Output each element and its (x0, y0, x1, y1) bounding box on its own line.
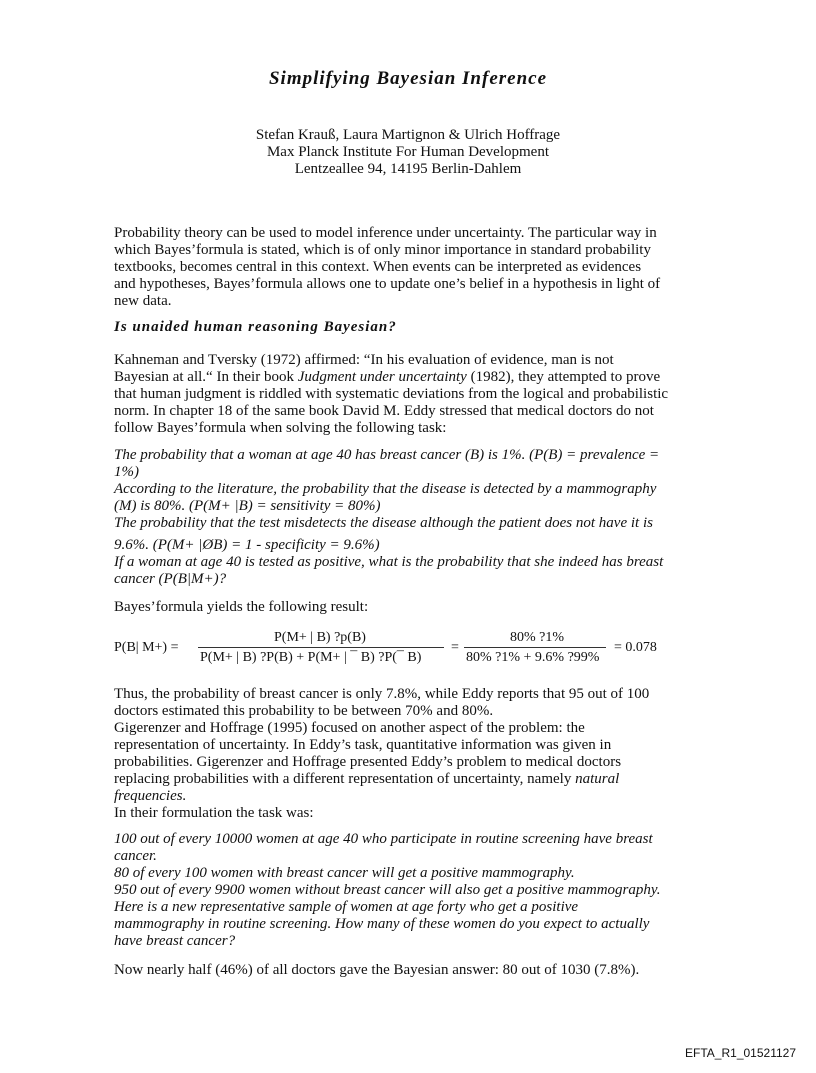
thus-line: probabilities. Gigerenzer and Hoffrage presented Eddy’s problem to medical doctors (114, 754, 622, 770)
task2-line: cancer. (114, 848, 157, 864)
intro-line: textbooks, becomes central in this context. When events can be interpreted as evidences (114, 259, 642, 275)
intro-line: which Bayes’formula is stated, which is of only minor importance in standard probability (114, 242, 651, 258)
thus-line: Thus, the probability of breast cancer is only 7.8%, while Eddy reports that 95 out of 100 (114, 686, 650, 702)
thus-line: representation of uncertainty. In Eddy’s task, quantitative information was given in (114, 737, 612, 753)
author-address: Lentzeallee 94, 14195 Berlin-Dahlem (294, 161, 522, 177)
task2-line: Here is a new representative sample of women at age forty who get a positive (114, 899, 579, 915)
bayes-formula (114, 630, 714, 670)
formula-numerator-2: 80% ?1% (510, 630, 565, 645)
intro-line: Probability theory can be used to model inference under uncertainty. The particular way in (114, 225, 657, 241)
eddy-task (114, 447, 704, 588)
task-line: (M) is 80%. (P(M+ |B) = sensitivity = 80%) (114, 498, 381, 514)
task-line: The probability that a woman at age 40 has breast cancer (B) is 1%. (P(B) = prevalence = (114, 447, 660, 463)
fraction-bar-1 (198, 647, 444, 648)
kahneman-line: follow Bayes’formula when solving the following task: (114, 420, 447, 436)
thus-line: doctors estimated this probability to be between 70% and 80%. (114, 703, 494, 719)
task-line: The probability that the test misdetects the disease although the patient does not have it is (114, 515, 653, 531)
task-line: If a woman at age 40 is tested as positive, what is the probability that she indeed has breast (114, 554, 664, 570)
task2-line: 80 of every 100 women with breast cancer will get a positive mammography. (114, 865, 575, 881)
formula-lhs: P(B| M+) = (114, 640, 179, 655)
intro-line: and hypotheses, Bayes’formula allows one to update one’s belief in a hypothesis in light of (114, 276, 661, 292)
formula-denominator-1: P(M+ | B) ?P(B) + P(M+ | ¯ B) ?P(¯ B) (200, 650, 422, 665)
conclusion-paragraph (114, 962, 704, 979)
thus-paragraph (114, 686, 704, 822)
kahneman-line: Kahneman and Tversky (1972) affirmed: “In his evaluation of evidence, man is not (114, 352, 614, 368)
bayes-intro (114, 599, 704, 616)
author-block (0, 127, 816, 178)
thus-line (114, 771, 704, 788)
author-institute: Max Planck Institute For Human Development (266, 144, 550, 160)
natural-text: replacing probabilities with a different representation of uncertainty, namely (114, 771, 576, 787)
kahneman-paragraph (114, 352, 704, 437)
task2-line: 100 out of every 10000 women at age 40 who participate in routine screening have breast (114, 831, 653, 847)
kahneman-text: (1982), they attempted to prove (466, 369, 661, 385)
book-title: Judgment under uncertainty (297, 369, 467, 385)
intro-paragraph (114, 225, 704, 310)
formula-result: = 0.078 (614, 640, 657, 655)
natural-frequency-task (114, 831, 704, 950)
task-line: 1%) (114, 464, 139, 480)
task-line: cancer (P(B|M+)? (114, 571, 227, 587)
task-line: 9.6%. (P(M+ |ØB) = 1 - specificity = 9.6%) (114, 537, 380, 553)
intro-line: new data. (114, 293, 172, 309)
document-id-footer: EFTA_R1_01521127 (685, 1046, 796, 1060)
kahneman-line (114, 369, 704, 386)
kahneman-text: Bayesian at all.“ In their book (114, 369, 298, 385)
fraction-bar-2 (464, 647, 606, 648)
natural-term: natural (575, 771, 620, 787)
formulation-line: In their formulation the task was: (114, 805, 314, 821)
task2-line: 950 out of every 9900 women without breast cancer will also get a positive mammography. (114, 882, 661, 898)
task2-line: have breast cancer? (114, 933, 236, 949)
task-line: According to the literature, the probability that the disease is detected by a mammography (114, 481, 657, 497)
task2-line: mammography in routine screening. How many of these women do you expect to actually (114, 916, 650, 932)
bayes-intro-text: Bayes’formula yields the following result: (114, 599, 369, 615)
author-names: Stefan Krauß, Laura Martignon & Ulrich Hoffrage (255, 127, 561, 143)
formula-denominator-2: 80% ?1% + 9.6% ?99% (466, 650, 600, 665)
formula-numerator-1: P(M+ | B) ?p(B) (274, 630, 366, 645)
formula-equals: = (451, 640, 459, 655)
section-heading: Is unaided human reasoning Bayesian? (114, 319, 397, 335)
natural-term-continued: frequencies. (114, 788, 187, 804)
kahneman-line: norm. In chapter 18 of the same book David M. Eddy stressed that medical doctors do not (114, 403, 654, 419)
conclusion-line: Now nearly half (46%) of all doctors gave the Bayesian answer: 80 out of 1030 (7.8%). (114, 962, 640, 978)
thus-line: Gigerenzer and Hoffrage (1995) focused on another aspect of the problem: the (114, 720, 585, 736)
kahneman-line: that human judgment is riddled with systematic deviations from the logical and probabilistic (114, 386, 669, 402)
paper-title: Simplifying Bayesian Inference (268, 68, 548, 89)
